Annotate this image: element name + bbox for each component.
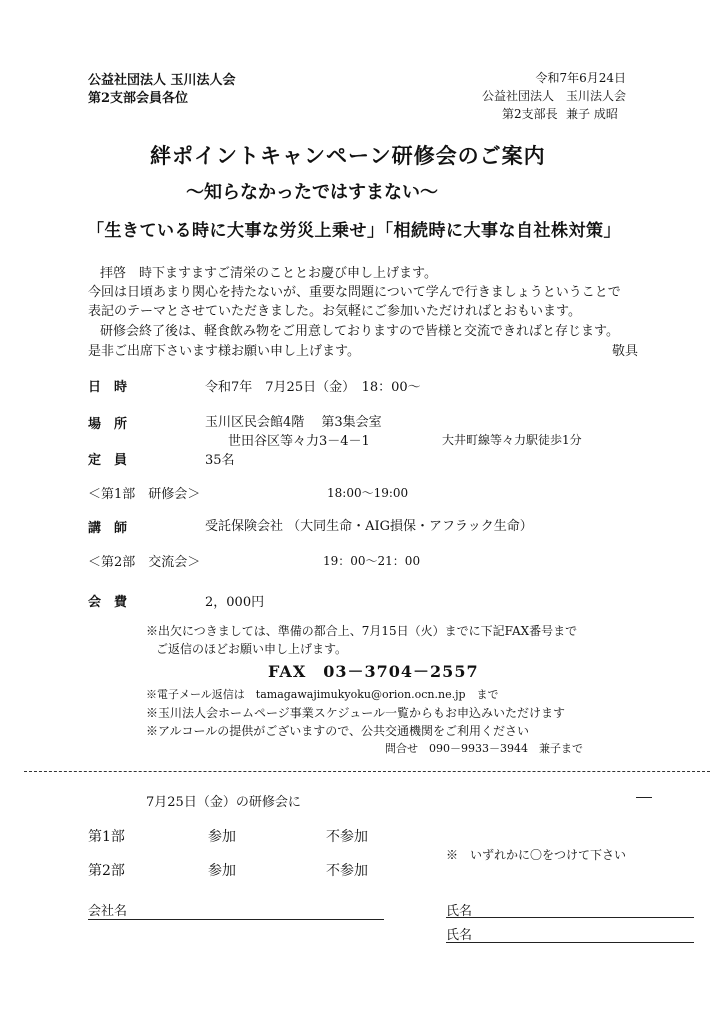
name-label-1: 氏名 xyxy=(446,904,473,919)
company-name-field[interactable] xyxy=(88,919,384,920)
name-field-1[interactable] xyxy=(446,917,694,918)
email-note: ※電子メール返信は tamagawajimukyoku@orion.ocn.ne.jp まで xyxy=(146,688,499,701)
reply-note: ※出欠につきましては、準備の都合上、7月15日（火）までに下記FAX番号まで xyxy=(146,624,578,638)
datetime-label: 日 時 xyxy=(88,380,128,395)
capacity-value: 35名 xyxy=(205,453,235,468)
part1-time: 18:00～19:00 xyxy=(327,486,409,500)
body-line: 今回は日頃あまり関心を持たないが、重要な問題について学んで行きましょうということで xyxy=(88,285,621,300)
lecturer-label: 講 師 xyxy=(88,521,128,536)
reply-form-heading: 7月25日（金）の研修会に xyxy=(146,795,301,810)
fee-value: 2，000円 xyxy=(205,595,265,610)
corner-dash xyxy=(636,797,652,798)
recipient-group: 第2支部会員各位 xyxy=(88,91,189,106)
capacity-label: 定 員 xyxy=(88,453,128,468)
sender-title: 第2支部長 xyxy=(502,107,558,121)
body-line: 研修会終了後は、軽食飲み物をご用意しておりますので皆様と交流できればと存じます。 xyxy=(100,324,619,339)
homepage-note: ※玉川法人会ホームページ事業スケジュール一覧からもお申込みいただけます xyxy=(146,706,566,720)
venue-value: 玉川区民会館4階 第3集会室 xyxy=(205,415,382,430)
contact-note: 問合せ 090－9933－3944 兼子まで xyxy=(385,742,583,755)
body-line: 表記のテーマとさせていただきました。お気軽にご参加いただければとおもいます。 xyxy=(88,304,581,319)
form-part1-label: 第1部 xyxy=(88,829,125,845)
part1-label: ＜第1部 研修会＞ xyxy=(88,487,201,502)
recipient-org: 公益社団法人 玉川法人会 xyxy=(88,73,236,88)
lecturer-value: 受託保険会社 （大同生命・AIG損保・アフラック生命） xyxy=(205,519,533,534)
part2-attend-option[interactable]: 参加 xyxy=(208,863,236,879)
greeting-line: 拝啓 時下ますますご清栄のこととお慶び申し上げます。 xyxy=(100,266,437,281)
part2-label: ＜第2部 交流会＞ xyxy=(88,555,201,570)
page-subtitle: ～知らなかったではすまない～ xyxy=(186,182,438,203)
part1-absent-option[interactable]: 不参加 xyxy=(326,829,368,845)
document-date: 令和7年6月24日 xyxy=(535,71,626,85)
part1-attend-option[interactable]: 参加 xyxy=(208,829,236,845)
seminar-themes: 「生きている時に大事な労災上乗せ」「相続時に大事な自社株対策」 xyxy=(87,221,621,241)
sender-name: 兼子 成昭 xyxy=(566,107,618,121)
part2-absent-option[interactable]: 不参加 xyxy=(326,863,368,879)
alcohol-note: ※アルコールの提供がございますので、公共交通機関をご利用ください xyxy=(146,724,530,738)
venue-label: 場 所 xyxy=(88,417,128,432)
company-name-label: 会社名 xyxy=(88,904,128,919)
reply-note-2: ご返信のほどお願い申し上げます。 xyxy=(156,642,348,656)
circle-instruction: ※ いずれかに〇をつけて下さい xyxy=(446,848,627,862)
venue-address: 世田谷区等々力3－4－1 xyxy=(228,434,370,449)
name-field-2[interactable] xyxy=(446,942,694,943)
page-title: 絆ポイントキャンペーン研修会のご案内 xyxy=(150,143,546,168)
cut-line-divider xyxy=(24,771,710,772)
name-label-2: 氏名 xyxy=(446,928,473,943)
form-part2-label: 第2部 xyxy=(88,863,125,879)
fee-label: 会 費 xyxy=(88,595,128,610)
part2-time: 19：00～21：00 xyxy=(323,554,421,568)
datetime-value: 令和7年 7月25日（金） 18：00～ xyxy=(205,380,421,395)
venue-access: 大井町線等々力駅徒歩1分 xyxy=(442,433,582,447)
fax-number: FAX 03－3704－2557 xyxy=(268,662,479,681)
closing-word: 敬具 xyxy=(612,344,639,359)
sender-org: 公益社団法人 玉川法人会 xyxy=(481,89,626,103)
body-line: 是非ご出席下さいます様お願い申し上げます。 xyxy=(88,344,360,359)
